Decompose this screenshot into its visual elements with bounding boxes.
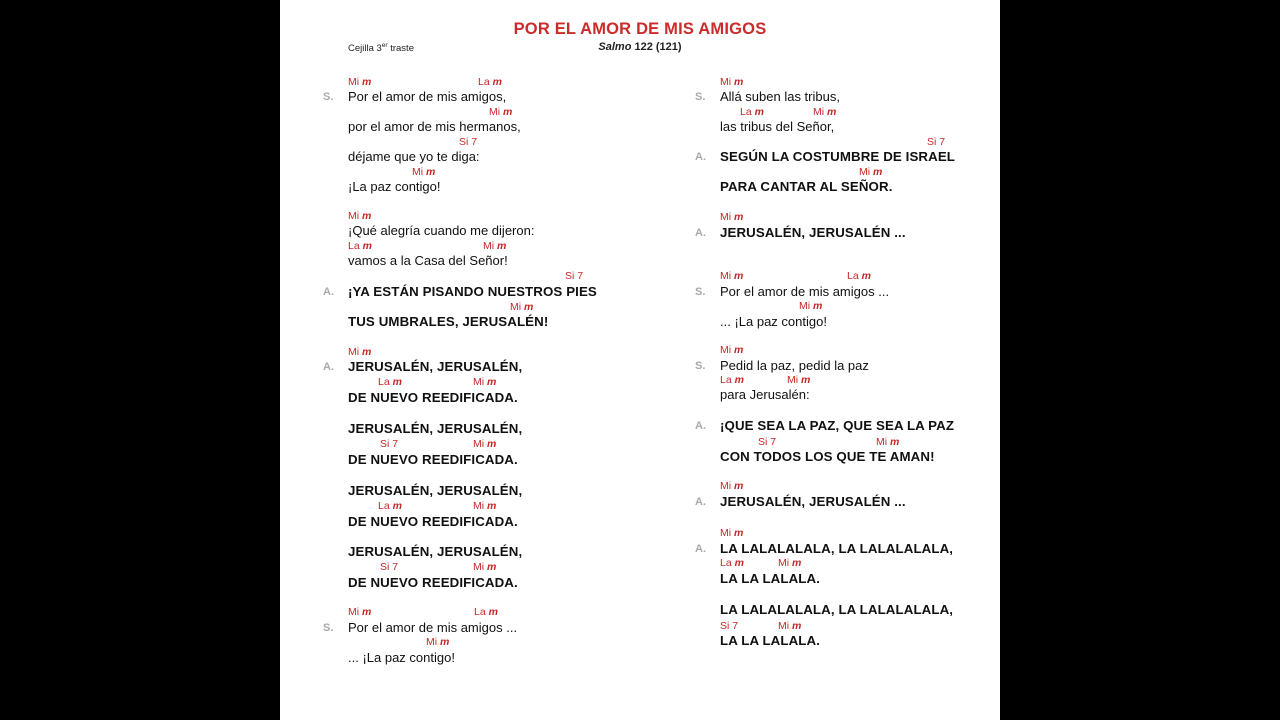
lyric-line: vamos a la Casa del Señor! [348, 253, 508, 268]
psalm-name: Salmo [598, 41, 632, 53]
refrain-lyric-line: ¡YA ESTÁN PISANDO NUESTROS PIES [348, 284, 597, 299]
lyric-line: ¡La paz contigo! [348, 179, 441, 194]
chord-mi-menor: Mi m [348, 210, 372, 222]
refrain-lyric-line: CON TODOS LOS QUE TE AMAN! [720, 449, 935, 464]
lyric-line: para Jerusalén: [720, 387, 810, 402]
lyric-line: déjame que yo te diga: [348, 149, 480, 164]
refrain-lyric-line: LA LALALALALA, LA LALALALALA, [720, 602, 954, 617]
chord-si7: Si 7 [720, 620, 739, 632]
chord-la-menor: La m [474, 606, 498, 618]
chord-la-menor: La m [847, 270, 871, 282]
psalm-number: 122 (121) [631, 41, 682, 53]
chord-la-menor: La m [720, 557, 744, 569]
refrain-lyric-line: PARA CANTAR AL SEÑOR. [720, 179, 893, 194]
singer-role-marker: S. [323, 91, 334, 103]
chord-mi-menor: Mi m [426, 636, 450, 648]
lyric-line: Allá suben las tribus, [720, 89, 840, 104]
chord-mi-menor: Mi m [473, 438, 497, 450]
refrain-lyric-line: TUS UMBRALES, JERUSALÉN! [348, 314, 549, 329]
refrain-lyric-line: DE NUEVO REEDIFICADA. [348, 452, 518, 467]
chord-si7: Si 7 [565, 270, 584, 282]
chord-mi-menor: Mi m [778, 620, 802, 632]
capo-ordinal: er [381, 42, 388, 49]
chord-mi-menor: Mi m [348, 346, 372, 358]
refrain-lyric-line: JERUSALÉN, JERUSALÉN, [348, 483, 523, 498]
singer-role-marker: A. [695, 496, 706, 508]
songbook-page [280, 0, 1000, 720]
chord-mi-menor: Mi m [720, 344, 744, 356]
chord-la-menor: La m [378, 376, 402, 388]
lyric-line: Por el amor de mis amigos ... [348, 620, 518, 635]
singer-role-marker: S. [695, 286, 706, 298]
chord-mi-menor: Mi m [720, 211, 744, 223]
refrain-lyric-line: JERUSALÉN, JERUSALÉN ... [720, 494, 906, 509]
lyric-line: ... ¡La paz contigo! [720, 314, 827, 329]
capo-suffix: traste [387, 43, 414, 55]
refrain-lyric-line: DE NUEVO REEDIFICADA. [348, 575, 518, 590]
singer-role-marker: S. [695, 91, 706, 103]
chord-mi-menor: Mi m [489, 106, 513, 118]
singer-role-marker: A. [323, 286, 334, 298]
song-title: POR EL AMOR DE MIS AMIGOS [513, 20, 767, 38]
chord-mi-menor: Mi m [787, 374, 811, 386]
chord-si7: Si 7 [758, 436, 777, 448]
refrain-lyric-line: ¡QUE SEA LA PAZ, QUE SEA LA PAZ [720, 418, 955, 433]
chord-mi-menor: Mi m [813, 106, 837, 118]
chord-mi-menor: Mi m [720, 76, 744, 88]
refrain-lyric-line: JERUSALÉN, JERUSALÉN, [348, 421, 523, 436]
refrain-lyric-line: LA LA LALALA. [720, 633, 821, 648]
lyric-line: las tribus del Señor, [720, 119, 835, 134]
psalm-reference [280, 41, 1000, 53]
chord-mi-menor: Mi m [473, 500, 497, 512]
chord-si7: Si 7 [927, 136, 946, 148]
chord-mi-menor: Mi m [473, 561, 497, 573]
chord-si7: Si 7 [380, 438, 399, 450]
chord-mi-menor: Mi m [720, 270, 744, 282]
chord-mi-menor: Mi m [859, 166, 883, 178]
capo-text: Cejilla 3 [348, 43, 382, 55]
chord-la-menor: La m [720, 374, 744, 386]
refrain-lyric-line: DE NUEVO REEDIFICADA. [348, 390, 518, 405]
chord-mi-menor: Mi m [876, 436, 900, 448]
chord-la-menor: La m [740, 106, 764, 118]
chord-mi-menor: Mi m [483, 240, 507, 252]
chord-si7: Si 7 [459, 136, 478, 148]
singer-role-marker: A. [695, 227, 706, 239]
chord-la-menor: La m [348, 240, 372, 252]
lyric-line: Por el amor de mis amigos ... [720, 284, 890, 299]
chord-si7: Si 7 [380, 561, 399, 573]
refrain-lyric-line: JERUSALÉN, JERUSALÉN, [348, 544, 523, 559]
refrain-lyric-line: JERUSALÉN, JERUSALÉN, [348, 359, 523, 374]
refrain-lyric-line: SEGÚN LA COSTUMBRE DE ISRAEL [720, 149, 956, 164]
lyric-line: ¡Qué alegría cuando me dijeron: [348, 223, 535, 238]
chord-mi-menor: Mi m [799, 300, 823, 312]
singer-role-marker: S. [695, 360, 706, 372]
refrain-lyric-line: LA LA LALALA. [720, 571, 821, 586]
refrain-lyric-line: DE NUEVO REEDIFICADA. [348, 514, 518, 529]
singer-role-marker: A. [323, 361, 334, 373]
lyric-line: Pedid la paz, pedid la paz [720, 358, 869, 373]
chord-mi-menor: Mi m [348, 76, 372, 88]
chord-mi-menor: Mi m [473, 376, 497, 388]
singer-role-marker: A. [695, 420, 706, 432]
chord-la-menor: La m [378, 500, 402, 512]
refrain-lyric-line: LA LALALALALA, LA LALALALALA, [720, 541, 954, 556]
chord-mi-menor: Mi m [778, 557, 802, 569]
chord-mi-menor: Mi m [720, 527, 744, 539]
chord-la-menor: La m [478, 76, 502, 88]
chord-mi-menor: Mi m [510, 301, 534, 313]
lyric-line: ... ¡La paz contigo! [348, 650, 455, 665]
chord-mi-menor: Mi m [412, 166, 436, 178]
singer-role-marker: A. [695, 151, 706, 163]
singer-role-marker: S. [323, 622, 334, 634]
lyric-line: por el amor de mis hermanos, [348, 119, 521, 134]
chord-mi-menor: Mi m [720, 480, 744, 492]
lyric-line: Por el amor de mis amigos, [348, 89, 507, 104]
chord-mi-menor: Mi m [348, 606, 372, 618]
refrain-lyric-line: JERUSALÉN, JERUSALÉN ... [720, 225, 906, 240]
singer-role-marker: A. [695, 543, 706, 555]
